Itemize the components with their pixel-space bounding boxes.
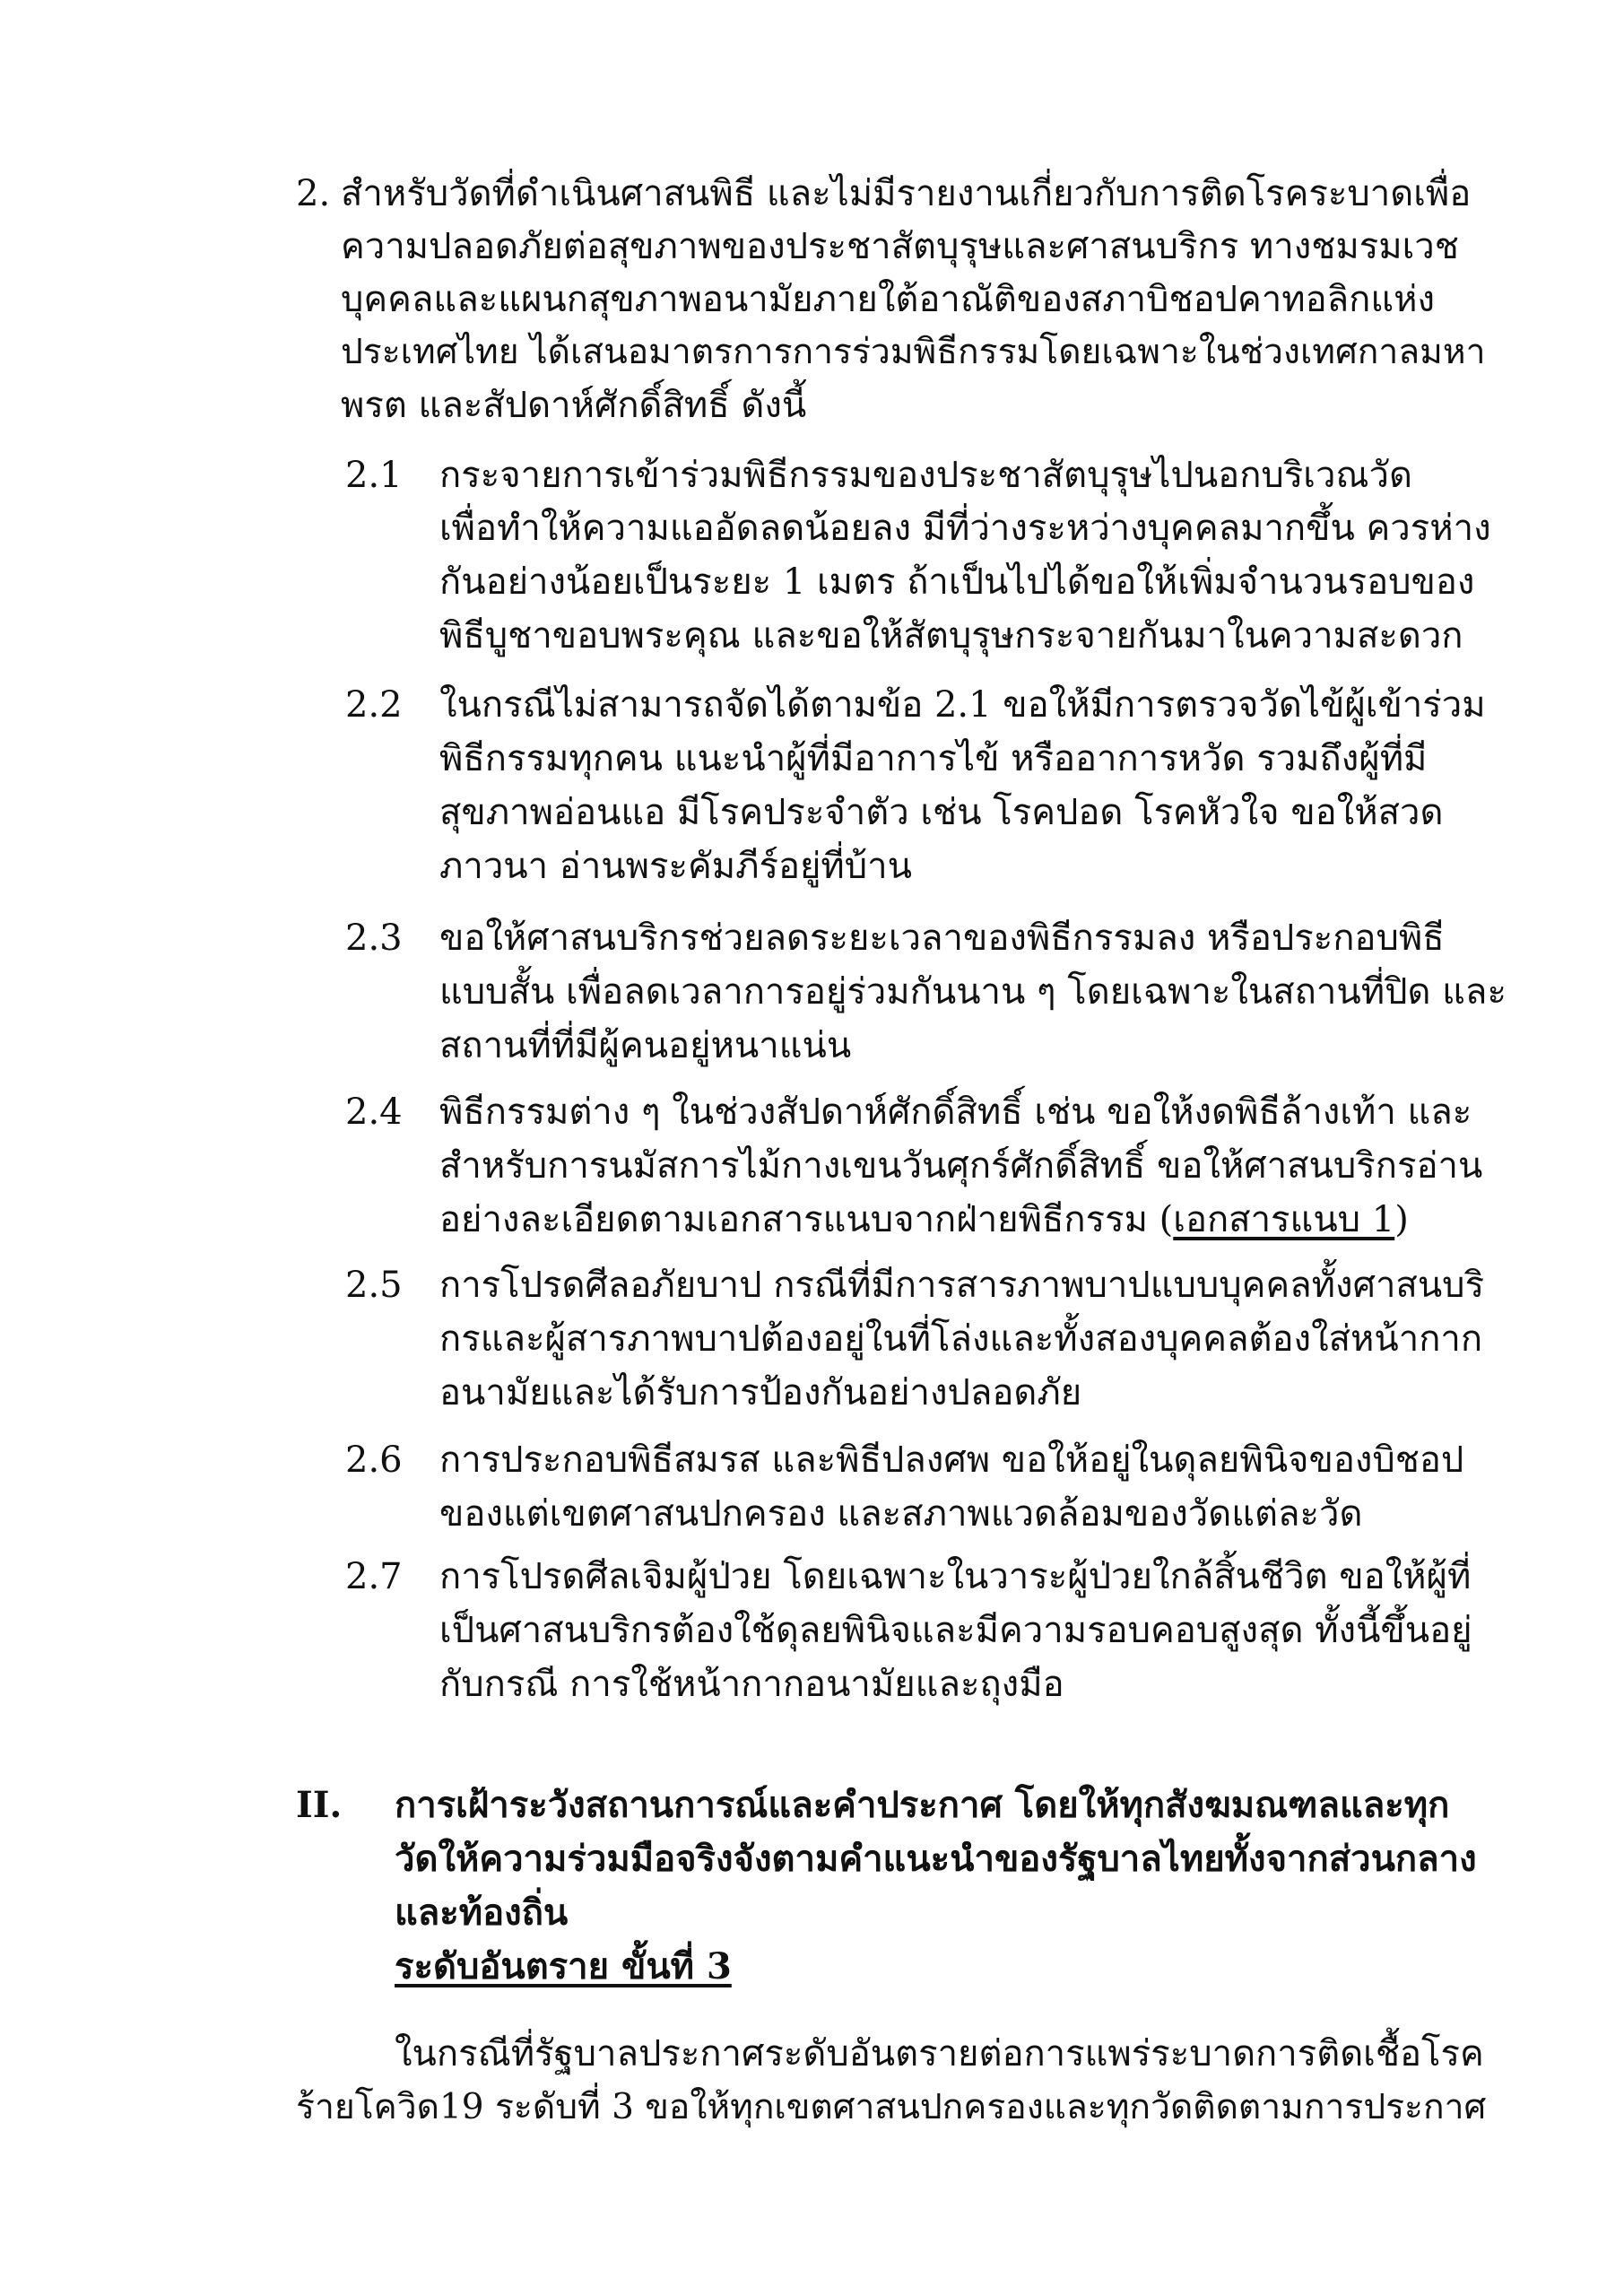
subitem-2-2-number: 2.2 (345, 684, 403, 726)
subitem-2-3-line-1: ขอให้ศาสนบริกรช่วยลดระยะเวลาของพิธีกรรมลง หรือประกอบพิธี (439, 918, 1445, 959)
subitem-2-4-line-3-prefix: อย่างละเอียดตามเอกสารแนบจากฝ่ายพิธีกรรม ( (439, 1199, 1174, 1240)
subitem-2-5-line-2: กรและผู้สารภาพบาปต้องอยู่ในที่โล่งและทั้งสองบุคคลต้องใส่หน้ากาก (439, 1318, 1483, 1360)
item-2-line-2: ความปลอดภัยต่อสุขภาพของประชาสัตบุรุษและศาสนบริกร ทางชมรมเวช (341, 226, 1459, 267)
paragraph-line-2: ร้ายโควิด19 ระดับที่ 3 ขอให้ทุกเขตศาสนปกครองและทุกวัดติดตามการประกาศ (296, 2087, 1487, 2127)
paragraph-line-1: ในกรณีที่รัฐบาลประกาศระดับอันตรายต่อการแพร่ระบาดการติดเชื้อโรค (395, 2033, 1484, 2074)
subitem-2-5-line-1: การโปรดศีลอภัยบาป กรณีที่มีการสารภาพบาปแบบบุคคลทั้งศาสนบริ (439, 1265, 1485, 1306)
subitem-2-3-line-3: สถานที่ที่มีผู้คนอยู่หนาแน่น (439, 1025, 852, 1066)
subitem-2-1-line-1: กระจายการเข้าร่วมพิธีกรรมของประชาสัตบุรุษไปนอกบริเวณวัด (439, 455, 1412, 496)
subitem-2-2-line-2: พิธีกรรมทุกคน แนะนำผู้ที่มีอาการไข้ หรืออาการหวัด รวมถึงผู้ที่มี (439, 738, 1428, 779)
subitem-2-7-line-3: กับกรณี การใช้หน้ากากอนามัยและถุงมือ (439, 1664, 1064, 1705)
subitem-2-3-line-2: แบบสั้น เพื่อลดเวลาการอยู่ร่วมกันนาน ๆ โดยเฉพาะในสถานที่ปิด และ (439, 971, 1507, 1013)
item-2-number: 2. (296, 173, 331, 214)
subitem-2-6-number: 2.6 (345, 1439, 403, 1481)
subitem-2-7-line-2: เป็นศาสนบริกรต้องใช้ดุลยพินิจและมีความรอบคอบสูงสุด ทั้งนี้ขึ้นอยู่ (439, 1610, 1472, 1651)
subitem-2-2-line-1: ในกรณีไม่สามารถจัดได้ตามข้อ 2.1 ขอให้มีการตรวจวัดไข้ผู้เข้าร่วม (439, 684, 1486, 726)
subitem-2-7-number: 2.7 (345, 1556, 403, 1597)
subitem-2-1-line-4: พิธีบูชาขอบพระคุณ และขอให้สัตบุรุษกระจายกันมาในความสะดวก (439, 615, 1463, 657)
section-2-line-2: วัดให้ความร่วมมือจริงจังตามคำแนะนำของรัฐบาลไทยทั้งจากส่วนกลาง (395, 1838, 1477, 1880)
section-2-subheading: ระดับอันตราย ขั้นที่ 3 (395, 1945, 732, 1987)
subitem-2-3-number: 2.3 (345, 918, 403, 959)
subitem-2-4-number: 2.4 (345, 1091, 403, 1133)
attachment-1-link[interactable]: เอกสารแนบ 1 (1173, 1199, 1395, 1240)
subitem-2-4-line-3-suffix: ) (1394, 1199, 1409, 1240)
subitem-2-6-line-2: ของแต่เขตศาสนปกครอง และสภาพแวดล้อมของวัดแต่ละวัด (439, 1493, 1363, 1535)
item-2-line-4: ประเทศไทย ได้เสนอมาตรการการร่วมพิธีกรรมโดยเฉพาะในช่วงเทศกาลมหา (341, 332, 1486, 372)
item-2-line-1: สำหรับวัดที่ดำเนินศาสนพิธี และไม่มีรายงานเกี่ยวกับการติดโรคระบาดเพื่อ (341, 173, 1472, 214)
subitem-2-2-line-4: ภาวนา อ่านพระคัมภีร์อยู่ที่บ้าน (439, 846, 912, 887)
subitem-2-4-line-2: สำหรับการนมัสการไม้กางเขนวันศุกร์ศักดิ์สิทธิ์ ขอให้ศาสนบริกรอ่าน (439, 1145, 1483, 1187)
subitem-2-4-line-1: พิธีกรรมต่าง ๆ ในช่วงสัปดาห์ศักดิ์สิทธิ์ เช่น ขอให้งดพิธีล้างเท้า และ (439, 1091, 1472, 1133)
item-2-line-3: บุคคลและแผนกสุขภาพอนามัยภายใต้อาณัติของสภาบิชอปคาทอลิกแห่ง (341, 279, 1436, 320)
subitem-2-1-line-3: กันอย่างน้อยเป็นระยะ 1 เมตร ถ้าเป็นไปได้ขอให้เพิ่มจำนวนรอบของ (439, 561, 1475, 603)
subitem-2-7-line-1: การโปรดศีลเจิมผู้ป่วย โดยเฉพาะในวาระผู้ป่วยใกล้สิ้นชีวิต ขอให้ผู้ที่ (439, 1556, 1472, 1597)
item-2-line-5: พรต และสัปดาห์ศักดิ์สิทธิ์ ดังนี้ (341, 385, 807, 426)
subitem-2-4-line-3 (439, 1195, 1409, 1245)
subitem-2-6-line-1: การประกอบพิธีสมรส และพิธีปลงศพ ขอให้อยู่ในดุลยพินิจของบิชอป (439, 1439, 1464, 1481)
subitem-2-1-line-2: เพื่อทำให้ความแออัดลดน้อยลง มีที่ว่างระหว่างบุคคลมากขึ้น ควรห่าง (439, 508, 1491, 549)
section-2-line-1: การเฝ้าระวังสถานการณ์และคำประกาศ โดยให้ทุกสังฆมณฑลและทุก (395, 1784, 1450, 1826)
section-2-number: II. (296, 1784, 343, 1826)
section-2-line-3: และท้องถิ่น (395, 1892, 569, 1934)
subitem-2-1-number: 2.1 (345, 455, 403, 496)
subitem-2-2-line-3: สุขภาพอ่อนแอ มีโรคประจำตัว เช่น โรคปอด โรคหัวใจ ขอให้สวด (439, 792, 1444, 833)
subitem-2-5-number: 2.5 (345, 1265, 403, 1306)
subitem-2-5-line-3: อนามัยและได้รับการป้องกันอย่างปลอดภัย (439, 1372, 1082, 1413)
